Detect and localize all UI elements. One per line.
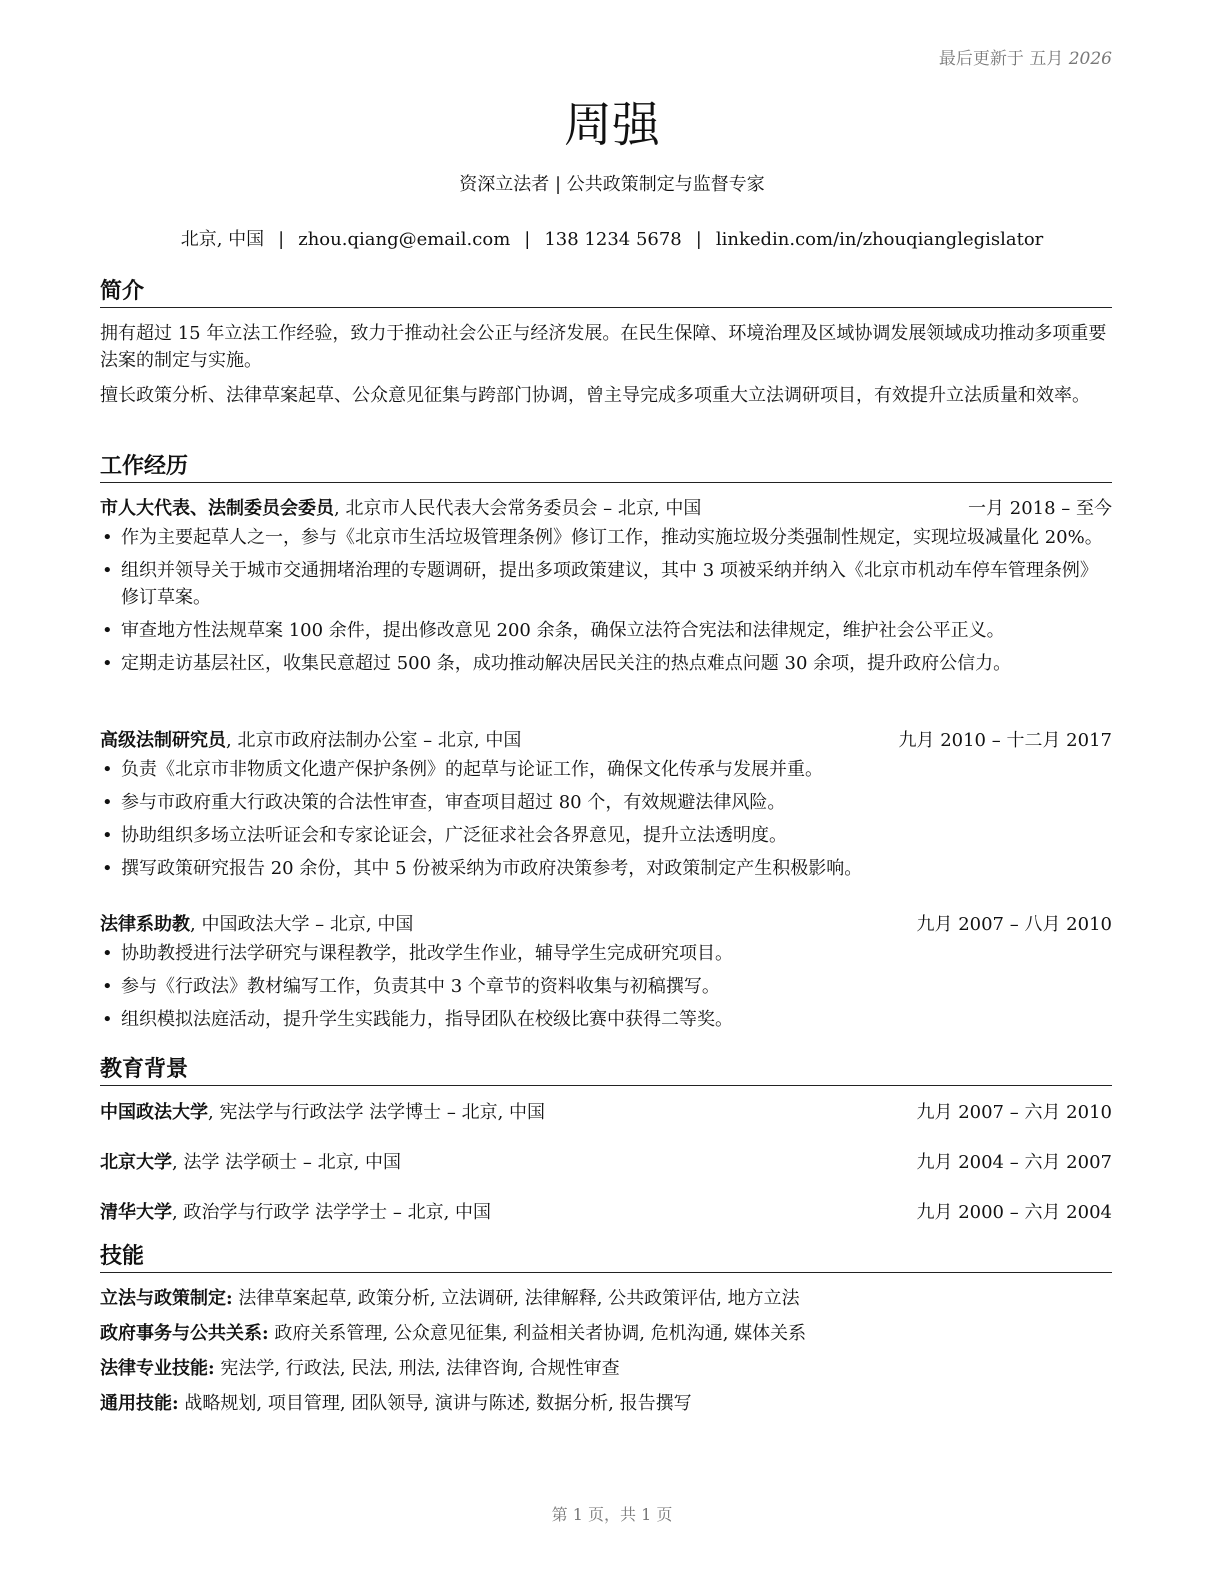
- education-school: 中国政法大学: [100, 1102, 208, 1123]
- job-org: , 中国政法大学 – 北京, 中国: [190, 914, 414, 935]
- skill-label: 法律专业技能:: [100, 1358, 215, 1379]
- job-role: 市人大代表、法制委员会委员: [100, 498, 334, 519]
- list-item: [100, 557, 1112, 611]
- list-item: [100, 822, 1112, 849]
- skill-label: 立法与政策制定:: [100, 1288, 233, 1309]
- updated-year: 2026: [1068, 49, 1112, 69]
- bullet-text: 审查地方性法规草案 100 余件，提出修改意见 200 余条，确保立法符合宪法和法律规定，维护社会公平正义。: [121, 620, 1005, 641]
- bullet-icon: •: [102, 943, 113, 964]
- list-item: [100, 940, 1112, 967]
- contact-separator: |: [524, 229, 531, 250]
- skill-group: [100, 1285, 1112, 1312]
- bullet-icon: •: [102, 825, 113, 846]
- job-role: 高级法制研究员: [100, 730, 226, 751]
- job-bullets: [100, 524, 1112, 677]
- skills-section: [100, 1242, 1112, 1417]
- contact-phone[interactable]: 138 1234 5678: [544, 229, 682, 250]
- job-role: 法律系助教: [100, 914, 190, 935]
- contact-separator: |: [695, 229, 702, 250]
- job-org: , 北京市政府法制办公室 – 北京, 中国: [226, 730, 522, 751]
- bullet-text: 撰写政策研究报告 20 余份，其中 5 份被采纳为市政府决策参考，对政策制定产生积极影响。: [121, 858, 863, 879]
- headline: 资深立法者 | 公共政策制定与监督专家: [459, 174, 765, 195]
- education-entry: [100, 1199, 1112, 1226]
- page-number: 第 1 页，共 1 页: [551, 1505, 673, 1524]
- bullet-text: 协助组织多场立法听证会和专家论证会，广泛征求社会各界意见，提升立法透明度。: [121, 825, 787, 846]
- education-school: 北京大学: [100, 1152, 172, 1173]
- list-item: [100, 1006, 1112, 1033]
- experience-section: [100, 452, 1112, 483]
- bullet-icon: •: [102, 620, 113, 641]
- education-section: [100, 1055, 1112, 1086]
- bullet-text: 参与《行政法》教材编写工作，负责其中 3 个章节的资料收集与初稿撰写。: [121, 976, 720, 997]
- section-title-skills: 技能: [100, 1242, 1112, 1273]
- bullet-text: 负责《北京市非物质文化遗产保护条例》的起草与论证工作，确保文化传承与发展并重。: [121, 759, 823, 780]
- summary-paragraph: 拥有超过 15 年立法工作经验，致力于推动社会公正与经济发展。在民生保障、环境治理及区域协调发展领域成功推动多项重要法案的制定与实施。: [100, 323, 1107, 371]
- contact-separator: |: [278, 229, 285, 250]
- skill-label: 通用技能:: [100, 1393, 179, 1414]
- bullet-icon: •: [102, 527, 113, 548]
- bullet-icon: •: [102, 1009, 113, 1030]
- list-item: [100, 524, 1112, 551]
- education-dates: 九月 2004 – 六月 2007: [916, 1152, 1112, 1173]
- education-entry: [100, 1099, 1112, 1126]
- education-row: [100, 1149, 1112, 1176]
- section-title-summary: 简介: [100, 277, 1112, 308]
- bullet-icon: •: [102, 560, 113, 581]
- bullet-text: 组织模拟法庭活动，提升学生实践能力，指导团队在校级比赛中获得二等奖。: [121, 1009, 733, 1030]
- bullet-icon: •: [102, 653, 113, 674]
- education-detail: , 宪法学与行政法学 法学博士 – 北京, 中国: [208, 1102, 546, 1123]
- bullet-text: 组织并领导关于城市交通拥堵治理的专题调研，提出多项政策建议，其中 3 项被采纳并纳入《北京市机动车停车管理条例》修订草案。: [121, 560, 1098, 608]
- updated-month: 五月: [1029, 49, 1064, 69]
- education-dates: 九月 2007 – 六月 2010: [916, 1102, 1112, 1123]
- job-bullets: [100, 940, 1112, 1033]
- list-item: [100, 789, 1112, 816]
- education-dates: 九月 2000 – 六月 2004: [916, 1202, 1112, 1223]
- contact-location: 北京, 中国: [180, 229, 265, 250]
- section-title-experience: 工作经历: [100, 452, 1112, 483]
- job-dates: 一月 2018 – 至今: [968, 498, 1112, 519]
- contact-line: [0, 225, 1224, 251]
- updated-prefix: 最后更新于: [938, 49, 1024, 69]
- list-item: [100, 973, 1112, 1000]
- summary-paragraph: 擅长政策分析、法律草案起草、公众意见征集与跨部门协调，曾主导完成多项重大立法调研项目，有效提升立法质量和效率。: [100, 385, 1090, 406]
- education-detail: , 法学 法学硕士 – 北京, 中国: [172, 1152, 402, 1173]
- job-entry: [100, 495, 1112, 683]
- skill-group: [100, 1390, 1112, 1417]
- education-row: [100, 1099, 1112, 1126]
- list-item: [100, 855, 1112, 882]
- skill-items: 宪法学, 行政法, 民法, 刑法, 法律咨询, 合规性审查: [214, 1358, 620, 1379]
- job-entry: [100, 727, 1112, 888]
- bullet-icon: •: [102, 759, 113, 780]
- skill-items: 法律草案起草, 政策分析, 立法调研, 法律解释, 公共政策评估, 地方立法: [232, 1288, 800, 1309]
- skill-items: 政府关系管理, 公众意见征集, 利益相关者协调, 危机沟通, 媒体关系: [268, 1323, 807, 1344]
- list-item: [100, 617, 1112, 644]
- last-updated: [939, 44, 1112, 69]
- bullet-icon: •: [102, 792, 113, 813]
- bullet-text: 参与市政府重大行政决策的合法性审查，审查项目超过 80 个，有效规避法律风险。: [121, 792, 786, 813]
- education-school: 清华大学: [100, 1202, 172, 1223]
- bullet-icon: •: [102, 858, 113, 879]
- bullet-text: 作为主要起草人之一，参与《北京市生活垃圾管理条例》修订工作，推动实施垃圾分类强制性规定，实现垃圾减量化 20%。: [121, 527, 1103, 548]
- person-name: 周强: [563, 97, 660, 153]
- job-header: [100, 495, 1112, 522]
- skill-group: [100, 1320, 1112, 1347]
- bullet-text: 定期走访基层社区，收集民意超过 500 条，成功推动解决居民关注的热点难点问题 30 余项，提升政府公信力。: [121, 653, 1012, 674]
- skill-group: [100, 1355, 1112, 1382]
- job-bullets: [100, 756, 1112, 882]
- education-row: [100, 1199, 1112, 1226]
- section-title-education: 教育背景: [100, 1055, 1112, 1086]
- job-header: [100, 911, 1112, 938]
- job-org: , 北京市人民代表大会常务委员会 – 北京, 中国: [334, 498, 702, 519]
- job-dates: 九月 2010 – 十二月 2017: [898, 730, 1112, 751]
- skill-label: 政府事务与公共关系:: [100, 1323, 269, 1344]
- bullet-text: 协助教授进行法学研究与课程教学，批改学生作业，辅导学生完成研究项目。: [121, 943, 733, 964]
- list-item: [100, 756, 1112, 783]
- skill-items: 战略规划, 项目管理, 团队领导, 演讲与陈述, 数据分析, 报告撰写: [178, 1393, 692, 1414]
- job-dates: 九月 2007 – 八月 2010: [916, 914, 1112, 935]
- job-header: [100, 727, 1112, 754]
- summary-section: [100, 277, 1112, 409]
- list-item: [100, 650, 1112, 677]
- education-detail: , 政治学与行政学 法学学士 – 北京, 中国: [172, 1202, 492, 1223]
- contact-email[interactable]: zhou.qiang@email.com: [298, 229, 511, 250]
- bullet-icon: •: [102, 976, 113, 997]
- job-entry: [100, 911, 1112, 1039]
- education-entry: [100, 1149, 1112, 1176]
- contact-linkedin[interactable]: linkedin.com/in/zhouqianglegislator: [715, 229, 1044, 250]
